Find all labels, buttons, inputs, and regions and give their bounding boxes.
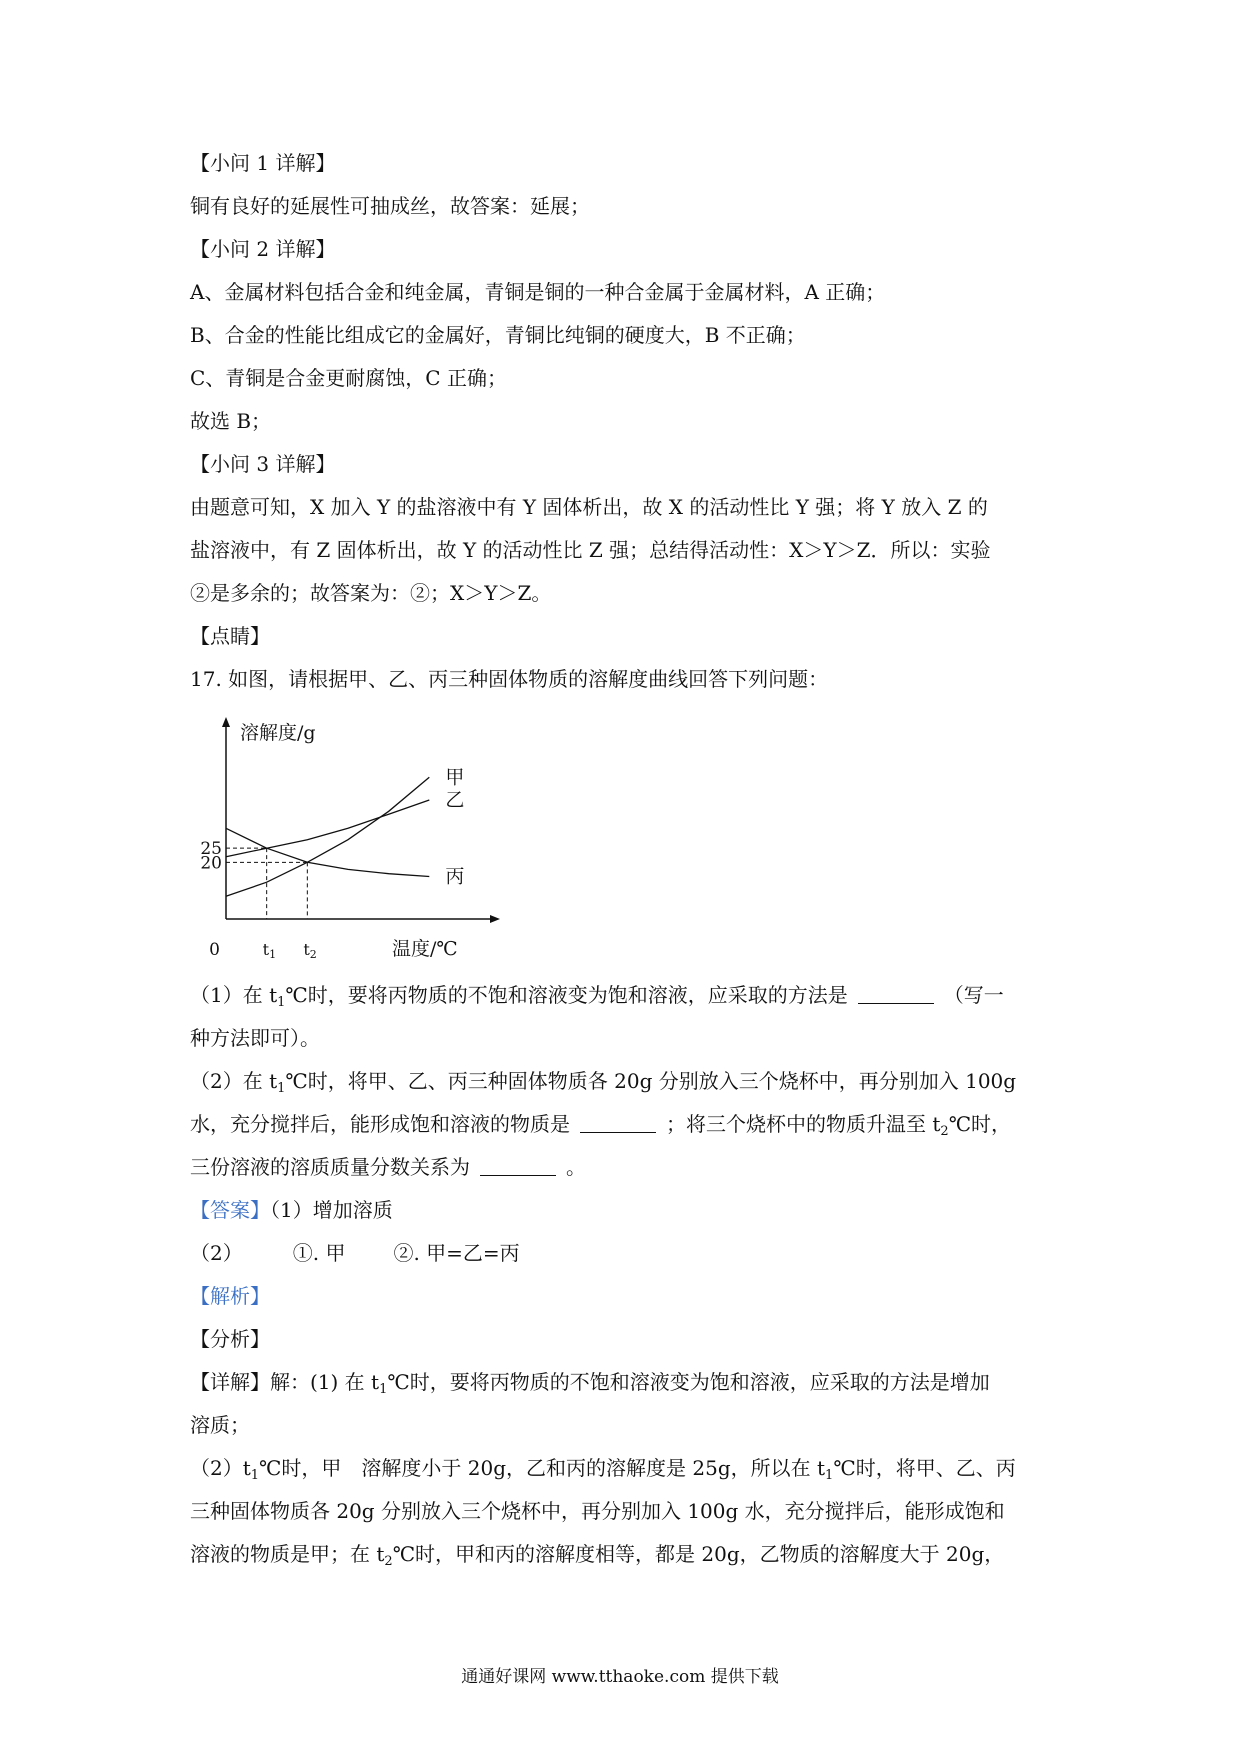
solubility-chart bbox=[190, 709, 520, 964]
fenxi-tag: 【分析】 bbox=[190, 1327, 270, 1351]
detail-1-line1: 【详解】解：(1) 在 $t_1℃$时，要将丙物质的不饱和溶液变为饱和溶液，应采取的方法是增加 bbox=[190, 1370, 990, 1397]
sub3-line-3: ②是多余的；故答案为：②；X＞Y＞Z。 bbox=[190, 581, 552, 605]
y-axis-label: 溶解度/g bbox=[240, 722, 316, 744]
q17-part2-line3: 三份溶液的溶质质量分数关系为 。 bbox=[190, 1155, 586, 1179]
q17-part1-line1: （1）在 $t_1℃$时，要将丙物质的不饱和溶液变为饱和溶液，应采取的方法是 （写一 bbox=[190, 983, 1004, 1010]
sub2-option-c: C、青铜是合金更耐腐蚀，C 正确； bbox=[190, 366, 507, 390]
series-label-1: 乙 bbox=[445, 789, 465, 811]
page-content bbox=[190, 150, 1060, 1584]
sub2-option-a: A、金属材料包括合金和纯金属，青铜是铜的一种合金属于金属材料，A 正确； bbox=[190, 280, 886, 304]
sub2-heading: 【小问 2 详解】 bbox=[190, 237, 336, 261]
sub3-line-2: 盐溶液中，有 Z 固体析出，故 Y 的活动性比 Z 强；总结得活动性：X＞Y＞Z．所以：实验 bbox=[190, 538, 991, 562]
series-label-0: 甲 bbox=[445, 766, 465, 789]
y-axis-arrow bbox=[222, 717, 230, 727]
y-tick-label-25: 25 bbox=[200, 839, 222, 860]
dianjing-heading: 【点睛】 bbox=[190, 624, 270, 648]
sub3-heading: 【小问 3 详解】 bbox=[190, 452, 336, 476]
x-tick-label-t2: t2 bbox=[303, 940, 317, 961]
detail-2-line1: $(2)t_1℃$时，甲 溶解度小于 20g，乙和丙的溶解度是 25g，所以在 $t_1℃$时，将甲、乙、丙 bbox=[190, 1456, 1016, 1483]
q17-part1-line2: 种方法即可）。 bbox=[190, 1026, 320, 1050]
jiexi-tag: 【解析】 bbox=[190, 1284, 270, 1308]
answer-line-2: （2） ①. 甲 ②. 甲=乙=丙 bbox=[190, 1241, 520, 1265]
answer-blank-1 bbox=[858, 985, 934, 1004]
detail-2-line3: 溶液的物质是甲；在 $t_2℃$时，甲和丙的溶解度相等，都是 20g，乙物质的溶解度大于 20g， bbox=[190, 1542, 1005, 1569]
origin-label: 0 bbox=[209, 940, 220, 960]
answer-blank-3 bbox=[480, 1157, 556, 1176]
x-tick-label-t1: t1 bbox=[262, 940, 277, 961]
sub1-text: 铜有良好的延展性可抽成丝，故答案：延展； bbox=[190, 194, 590, 218]
y-tick-label-20: 20 bbox=[200, 853, 222, 874]
series-line-0 bbox=[226, 777, 429, 896]
x-axis-label: 温度/℃ bbox=[392, 938, 458, 960]
detail-1-line2: 溶质； bbox=[190, 1413, 250, 1437]
sub1-heading: 【小问 1 详解】 bbox=[190, 151, 336, 175]
solubility-chart-svg bbox=[190, 709, 520, 964]
page-footer: 通通好课网 www.tthaoke.com 提供下载 bbox=[461, 1667, 779, 1687]
series-label-2: 丙 bbox=[445, 865, 465, 888]
q17-part2-line1: （2）在 $t_1℃$时，将甲、乙、丙三种固体物质各 20g 分别放入三个烧杯中，再分别加入 100g bbox=[190, 1069, 1017, 1096]
sub2-choice: 故选 B； bbox=[190, 409, 272, 433]
answer-blank-2 bbox=[580, 1114, 656, 1133]
answer-tag: 【答案】 bbox=[190, 1198, 270, 1222]
detail-2-line2: 三种固体物质各 20g 分别放入三个烧杯中，再分别加入 100g 水，充分搅拌后，能形成饱和 bbox=[190, 1499, 1005, 1523]
sub2-option-b: B、合金的性能比组成它的金属好，青铜比纯铜的硬度大，B 不正确； bbox=[190, 323, 806, 347]
q17-part2-line2: 水，充分搅拌后，能形成饱和溶液的物质是 ；将三个烧杯中的物质升温至 $t_2℃$时， bbox=[190, 1112, 1012, 1139]
answer-line-1: 【答案】（1）增加溶质 bbox=[190, 1198, 393, 1222]
series-line-2 bbox=[226, 828, 429, 876]
x-axis-arrow bbox=[490, 915, 500, 923]
q17-stem: 17. 如图，请根据甲、乙、丙三种固体物质的溶解度曲线回答下列问题： bbox=[190, 667, 829, 691]
sub3-line-1: 由题意可知，X 加入 Y 的盐溶液中有 Y 固体析出，故 X 的活动性比 Y 强；将 Y 放入 Z 的 bbox=[190, 495, 988, 519]
